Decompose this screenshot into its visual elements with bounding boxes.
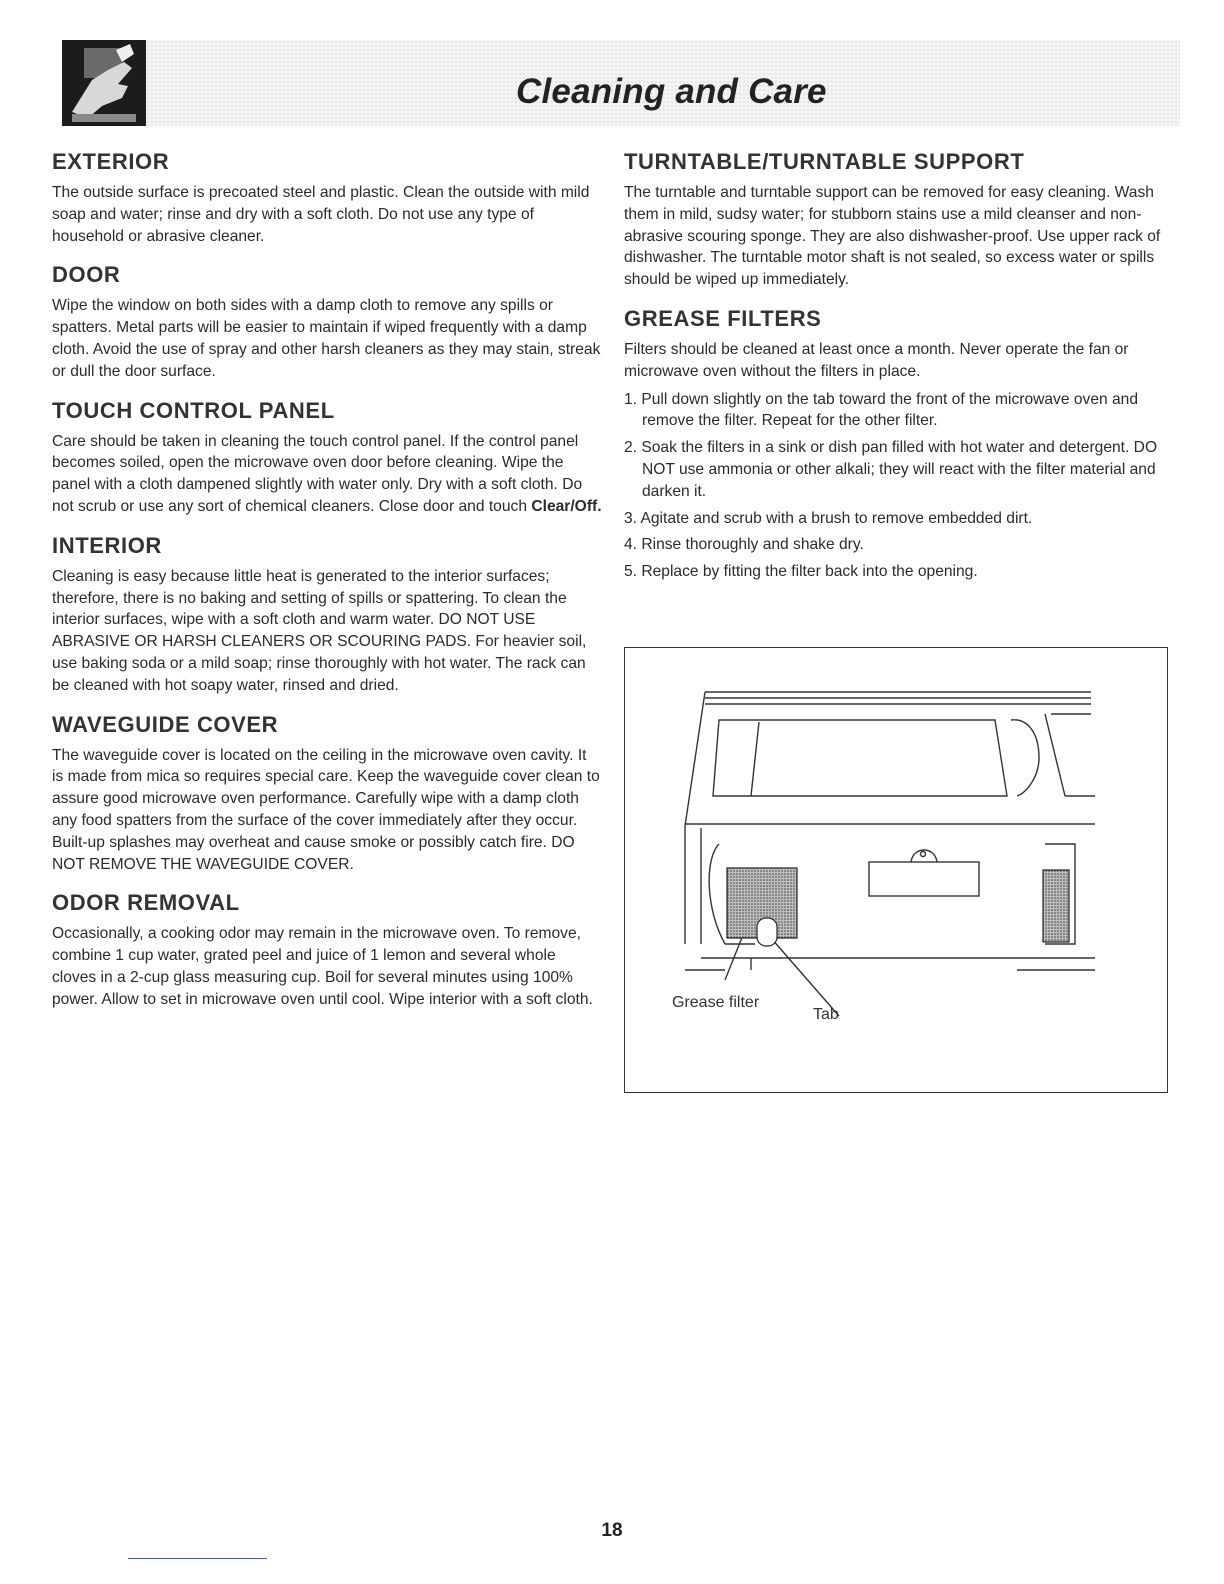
list-item: 5. Replace by fitting the filter back into the opening.	[624, 563, 978, 581]
section-odor-removal	[52, 889, 602, 1010]
grease-filter-diagram	[624, 647, 1168, 1093]
right-column	[624, 148, 1174, 588]
section-heading: WAVEGUIDE COVER	[52, 711, 279, 737]
section-body-text: Care should be taken in cleaning the touch control panel. If the control panel becomes soiled, open the microwave oven door before cleaning. Wipe the panel with a cloth dampened slightly with water only. Dry with a soft cloth. Do not scrub or use any sort of chemical cleaners. Close door and touch	[52, 432, 583, 515]
section-turntable	[624, 148, 1174, 291]
tab-label: Tab	[813, 1006, 839, 1023]
section-heading: TURNTABLE/TURNTABLE SUPPORT	[624, 149, 1025, 174]
section-body: The turntable and turntable support can be removed for easy cleaning. Wash them in mild, sudsy water; for stubborn stains use a mild cleanser and non-abrasive scouring sponge. They are also dishwasher-proof. Use upper rack of dishwasher. The turntable motor shaft is not sealed, so excess water or spills should be wiped up immediately.	[624, 184, 1161, 289]
footer-rule	[128, 1558, 267, 1559]
section-body: The outside surface is precoated steel and plastic. Clean the outside with mild soap and water; rinse and dry with a soft cloth. Do not use any type of household or abrasive cleaner.	[52, 184, 590, 245]
section-body: Filters should be cleaned at least once a month. Never operate the fan or microwave oven without the filters in place.	[624, 340, 1129, 380]
section-grease-filters	[624, 305, 1174, 583]
page-title: Cleaning and Care	[516, 72, 827, 111]
section-body: The waveguide cover is located on the ceiling in the microwave oven cavity. It is made from mica so requires special care. Keep the waveguide cover clean to assure good microwave oven performance. Carefully wipe with a damp cloth any food spatters from the surface of the cover immediately after they occur. Built-up splashes may overheat and cause smoke or possibly catch fire. DO NOT REMOVE THE WAVEGUIDE COVER.	[52, 746, 600, 873]
page-number: 18	[601, 1520, 623, 1541]
section-heading: TOUCH CONTROL PANEL	[52, 397, 335, 423]
section-exterior	[52, 148, 602, 247]
section-heading: INTERIOR	[52, 532, 162, 558]
section-body	[52, 431, 602, 518]
section-touch-control-panel	[52, 397, 602, 518]
section-door	[52, 261, 602, 382]
list-item: 4. Rinse thoroughly and shake dry.	[624, 536, 864, 554]
list-item: 2. Soak the filters in a sink or dish pan filled with hot water and detergent. DO NOT use ammonia or other alkali; they will react with the filter material and darken it.	[624, 439, 1158, 500]
microwave-underside-illustration	[625, 648, 1169, 1094]
section-heading: GREASE FILTERS	[624, 305, 822, 331]
grease-filter-label: Grease filter	[672, 994, 760, 1011]
left-column	[52, 148, 602, 1025]
section-body: Wipe the window on both sides with a damp cloth to remove any spills or spatters. Metal parts will be easier to maintain if wiped frequently with a damp cloth. Avoid the use of spray and other harsh cleaners as they may stain, streak or dull the door surface.	[52, 297, 601, 380]
section-heading: EXTERIOR	[52, 149, 170, 174]
section-interior	[52, 532, 602, 697]
section-body: Cleaning is easy because little heat is generated to the interior surfaces; therefore, there is no baking and setting of spills or spattering. To clean the interior surfaces, wipe with a soft cloth and warm water. DO NOT USE ABRASIVE OR HARSH CLEANERS OR SCOURING PADS. For heavier soil, use baking soda or a mild soap; rinse thoroughly with hot water. The rack can be cleaned with hot soapy water, rinsed and dried.	[52, 567, 587, 694]
section-body: Occasionally, a cooking odor may remain in the microwave oven. To remove, combine 1 cup water, grated peel and juice of 1 lemon and several whole cloves in a 2-cup glass measuring cup. Boil for several minutes using 100% power. Allow to set in microwave oven until cool. Wipe interior with a soft cloth.	[52, 925, 593, 1008]
clear-off-key-label: Clear/Off.	[531, 497, 602, 515]
header-banner	[62, 40, 1180, 126]
list-item: 1. Pull down slightly on the tab toward the front of the microwave oven and remove the filter. Repeat for the other filter.	[624, 390, 1139, 430]
hand-cleaning-icon	[62, 40, 146, 126]
section-heading: DOOR	[52, 262, 121, 288]
section-waveguide-cover	[52, 711, 602, 876]
section-heading: ODOR REMOVAL	[52, 890, 240, 916]
list-item: 3. Agitate and scrub with a brush to remove embedded dirt.	[624, 509, 1033, 527]
steps-list	[624, 389, 1174, 583]
